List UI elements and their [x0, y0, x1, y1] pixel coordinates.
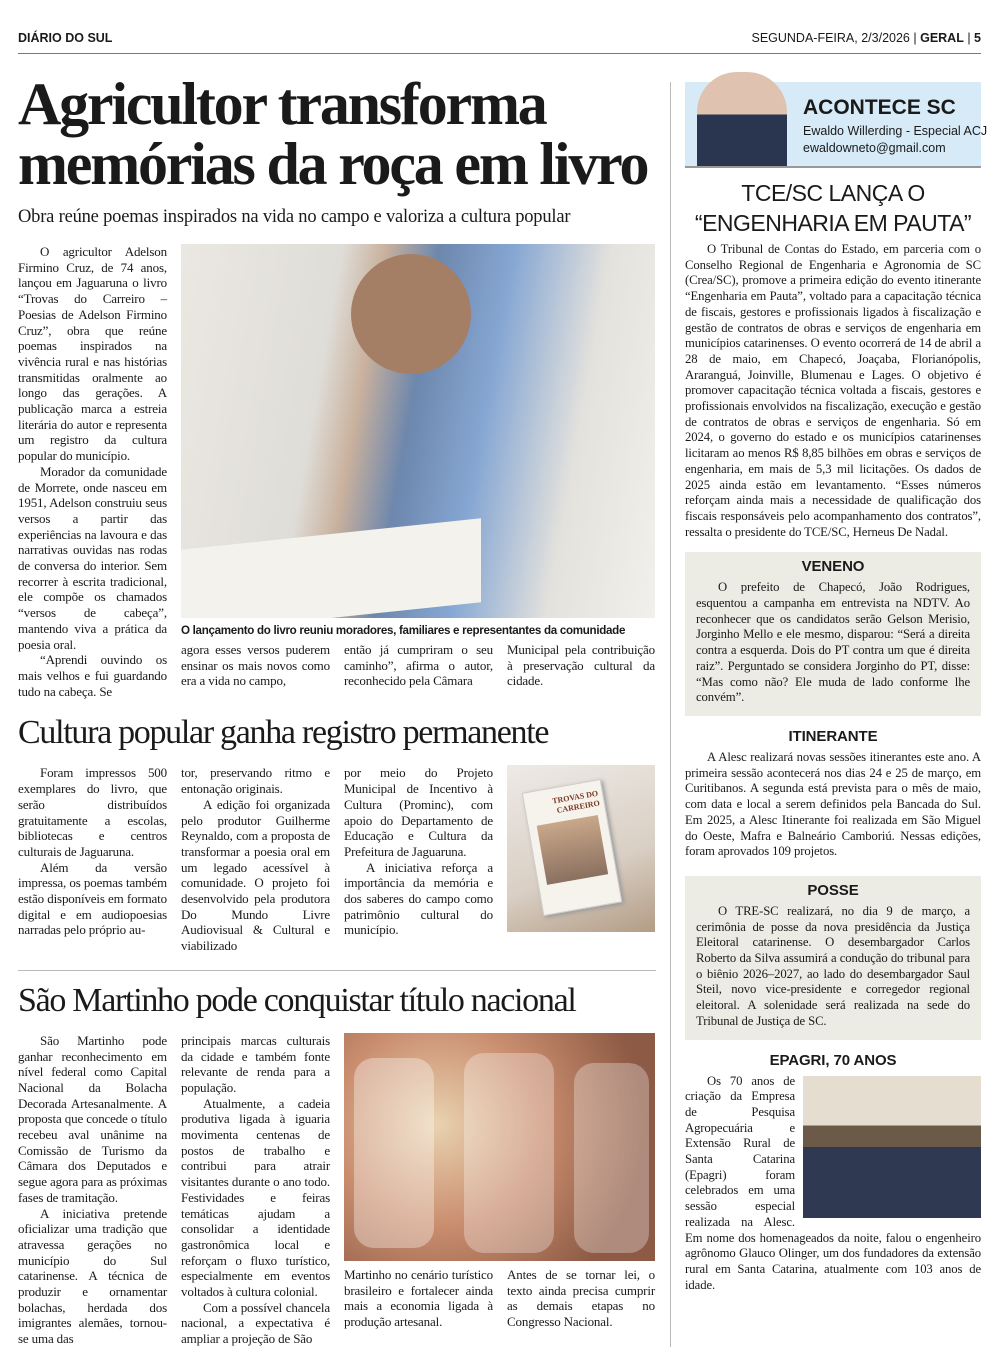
columnist-email[interactable]: ewaldowneto@gmail.com	[803, 141, 946, 155]
article2-headline: Cultura popular ganha registro permanente	[18, 714, 549, 752]
book-photo	[507, 765, 655, 932]
note-posse: POSSE O TRE-SC realizará, no dia 9 de março, a cerimônia de posse da nova presidência da Justiça Eleitoral catarinense. O desembargador Carlos Roberto da Silva assumirá a condução do tribunal para o biênio 2026–2027, ao lado do desembargador Saul Steil, novo vice-presidente e corregedor regional eleitoral. A solenidade será realizada na sede do Tribunal de Justiça de SC.	[685, 876, 981, 1040]
section-divider	[18, 970, 656, 971]
book-pages	[181, 518, 481, 618]
cookie-jar	[354, 1058, 434, 1248]
farmer-writing-photo	[181, 244, 655, 618]
date: SEGUNDA-FEIRA, 2/3/2026	[751, 31, 910, 45]
opinion-column	[685, 54, 988, 1297]
column-header	[685, 82, 988, 168]
page-info: SEGUNDA-FEIRA, 2/3/2026 | GERAL | 5	[751, 31, 981, 45]
main-articles	[18, 54, 656, 1347]
article3-col2: principais marcas culturais da cidade e também fonte relevante de renda para a população. Atualmente, a cadeia produtiva ligada à iguaria movimenta centenas de postos de trabalho e contribui para atrair visitantes durante o ano todo. Festividades e feiras temáticas ajudam a consolidar a identidade gastronômica local e reforçam o fluxo turístico, especialmente em eventos voltados à cultura colonial. Com a possível chancela nacional, a expectativa é ampliar a projeção de São	[181, 1032, 330, 1347]
article3-col1: São Martinho pode ganhar reconhecimento em nível federal como Capital Nacional da Bolacha Decorada Artesanalmente. A proposta que concede o título recebeu aval unânime na Comissão de Turismo da Câmara dos Deputados e segue agora para as próximas fases de tramitação. A iniciativa pretende oficializar uma tradição que atravessa gerações no município do Sul catarinense. A técnica de produzir e ornamentar bolachas, herdada dos imigrantes alemães, tornou-se uma das	[18, 1032, 167, 1347]
page-number: 5	[974, 31, 981, 45]
book-cover: TROVAS DO CARREIRO	[522, 779, 622, 916]
page-header	[18, 0, 981, 54]
column-main-text: O Tribunal de Contas do Estado, em parceria com o Conselho Regional de Engenharia e Agronomia de SC (Crea/SC), promove a primeira edição do evento itinerante “Engenharia em Pauta”, voltado para a capacitação técnica de fiscais, gestores e profissionais ligados à fiscalização e gestão de contratos de obras e serviços de engenharia em municípios catarinenses. O evento ocorrerá de 14 de abril a 28 de maio, em Chapecó, Joaçaba, Florianópolis, Araranguá, Joinville, Blumenau e Lages. O objetivo é promover capacitação técnica voltada a fiscais, gestores e profissionais envolvidos na fiscalização, execução e gestão de contratos de obras e serviços de engenharia. Só em 2024, o governo do estado e os municípios catarinenses licitaram ao menos R$ 8,85 bilhões em obras e serviços de engenharia, em mais de 5,3 mil licitações. Os dados de 2025 ainda estão em levantamento. “Esses números reforçam ainda mais a necessidade de qualificação dos fiscais responsáveis pelo acompanhamento dos contratos”, ressalta o presidente do TCE/SC, Herneus De Nadal.	[685, 242, 981, 539]
article2-col1: Foram impressos 500 exemplares do livro, que serão distribuídos gratuitamente a escolas, bibliotecas e centros culturais de Jaguaruna. Além da versão impressa, os poemas também estão disponíveis em formato digital e em audiopoesias narradas pelo próprio au-	[18, 765, 167, 938]
column-name: ACONTECE SC	[803, 96, 956, 119]
cookie-jar	[574, 1063, 649, 1253]
section: GERAL	[920, 31, 964, 45]
article3-col3: Martinho no cenário turístico brasileiro e fortalecer ainda mais a economia ligada à produção artesanal.	[344, 1266, 493, 1329]
note-itinerante: ITINERANTE A Alesc realizará novas sessões itinerantes este ano. A primeira sessão acontecerá nos dias 24 e 25 de março, em Curitibanos. A segunda está prevista para o mês de maio, com data e local a serem definidos pela Bancada do Sul. Em 2025, a Alesc Itinerante foi realizada em São Miguel do Oeste, Mafra e Balneário Camboriú. Nessas edições, foram aprovados 109 projetos.	[685, 727, 981, 859]
decorated-cookies-photo	[344, 1033, 655, 1261]
article1-col1: O agricultor Adelson Firmino Cruz, de 74 anos, lançou em Jaguaruna o livro “Trovas do Carreiro – Poesias de Adelson Firmino Cruz”, obra que reúne poemas inspirados na vivência rural e nas histórias transmitidas oralmente ao longo das gerações. A publicação marca a estreia literária do autor e representa um registro da cultura popular do município. Morador da comunidade de Morrete, onde nasceu em 1951, Adelson construiu seus versos a partir das experiências na lavoura e das narrativas ouvidas nas rodas de conversa do interior. Sem recorrer à escrita tradicional, ele compõe os chamados “versos de cabeça”, mantendo viva a prática da poesia oral. “Aprendi ouvindo os mais velhos e fui guardando tudo na cabeça. Se	[18, 244, 167, 699]
article3-col4: Antes de se tornar lei, o texto ainda precisa cumprir as demais etapas no Congresso Nacional.	[507, 1266, 655, 1329]
note-epagri: EPAGRI, 70 ANOS Os 70 anos de criação da Empresa de Pesquisa Agropecuária e Extensão Rural de Santa Catarina (Epagri) foram celebrados em uma sessão especial realizada na Alesc. Em nome dos homenageados da noite, falou o engenheiro agrônomo Glauco Olinger, um dos fundadores da extensão rural em Santa Catarina, atualmente com 103 anos de idade.	[685, 1051, 981, 1292]
columnist-name: Ewaldo Willerding - Especial ACJ	[803, 124, 988, 138]
article1-headline: Agricultor transforma memórias da roça em livro	[18, 71, 648, 197]
article1-col4: Municipal pela contribuição à preservação cultural da cidade.	[507, 642, 655, 689]
article1-subtitle: Obra reúne poemas inspirados na vida no campo e valoriza a cultura popular	[18, 207, 571, 227]
columnist-photo	[697, 72, 787, 166]
column-main-title: TCE/SC LANÇA O “ENGENHARIA EM PAUTA”	[694, 180, 972, 236]
article1-col3: então já cumpriram o seu caminho”, afirma o autor, reconhecido pela Câmara	[344, 642, 493, 689]
column-separator	[670, 82, 671, 1347]
article1-col2: agora esses versos puderem ensinar os mais novos como era a vida no campo,	[181, 642, 330, 689]
note-veneno: VENENO O prefeito de Chapecó, João Rodrigues, esquentou a campanha em entrevista na NDTV. Ao reconhecer que os candidatos serão Gelson Merisio, Jorginho Mello e ele mesmo, disparou: “Será a direita contra a esquerda. Dois do PT contra um que é direita raiz”. Perguntado se considera Jorginho do PT, disse: “Mas como não? Ele muda de lado conforme lhe convém”.	[685, 552, 981, 716]
epagri-ceremony-photo	[803, 1076, 981, 1218]
article2-col2: tor, preservando ritmo e entonação originais. A edição foi organizada pelo produtor Guilherme Reynaldo, com a proposta de transformar a poesia oral em um legado acessível à comunidade. O projeto foi desenvolvido pela produtora Do Mundo Livre Audiovisual & Cultural e viabilizado	[181, 765, 330, 954]
photo-caption: O lançamento do livro reuniu moradores, familiares e representantes da comunidade	[181, 624, 626, 637]
person-head	[351, 254, 471, 374]
article2-col3: por meio do Projeto Municipal de Incentivo à Cultura (Prominc), com apoio do Departamento de Educação e Cultura da Prefeitura de Jaguaruna. A iniciativa reforça a importância da memória e dos saberes do campo como patrimônio cultural do município.	[344, 765, 493, 938]
newspaper-name: DIÁRIO DO SUL	[18, 31, 113, 45]
cookie-jar	[464, 1053, 554, 1253]
article3-headline: São Martinho pode conquistar título nacional	[18, 981, 576, 1019]
